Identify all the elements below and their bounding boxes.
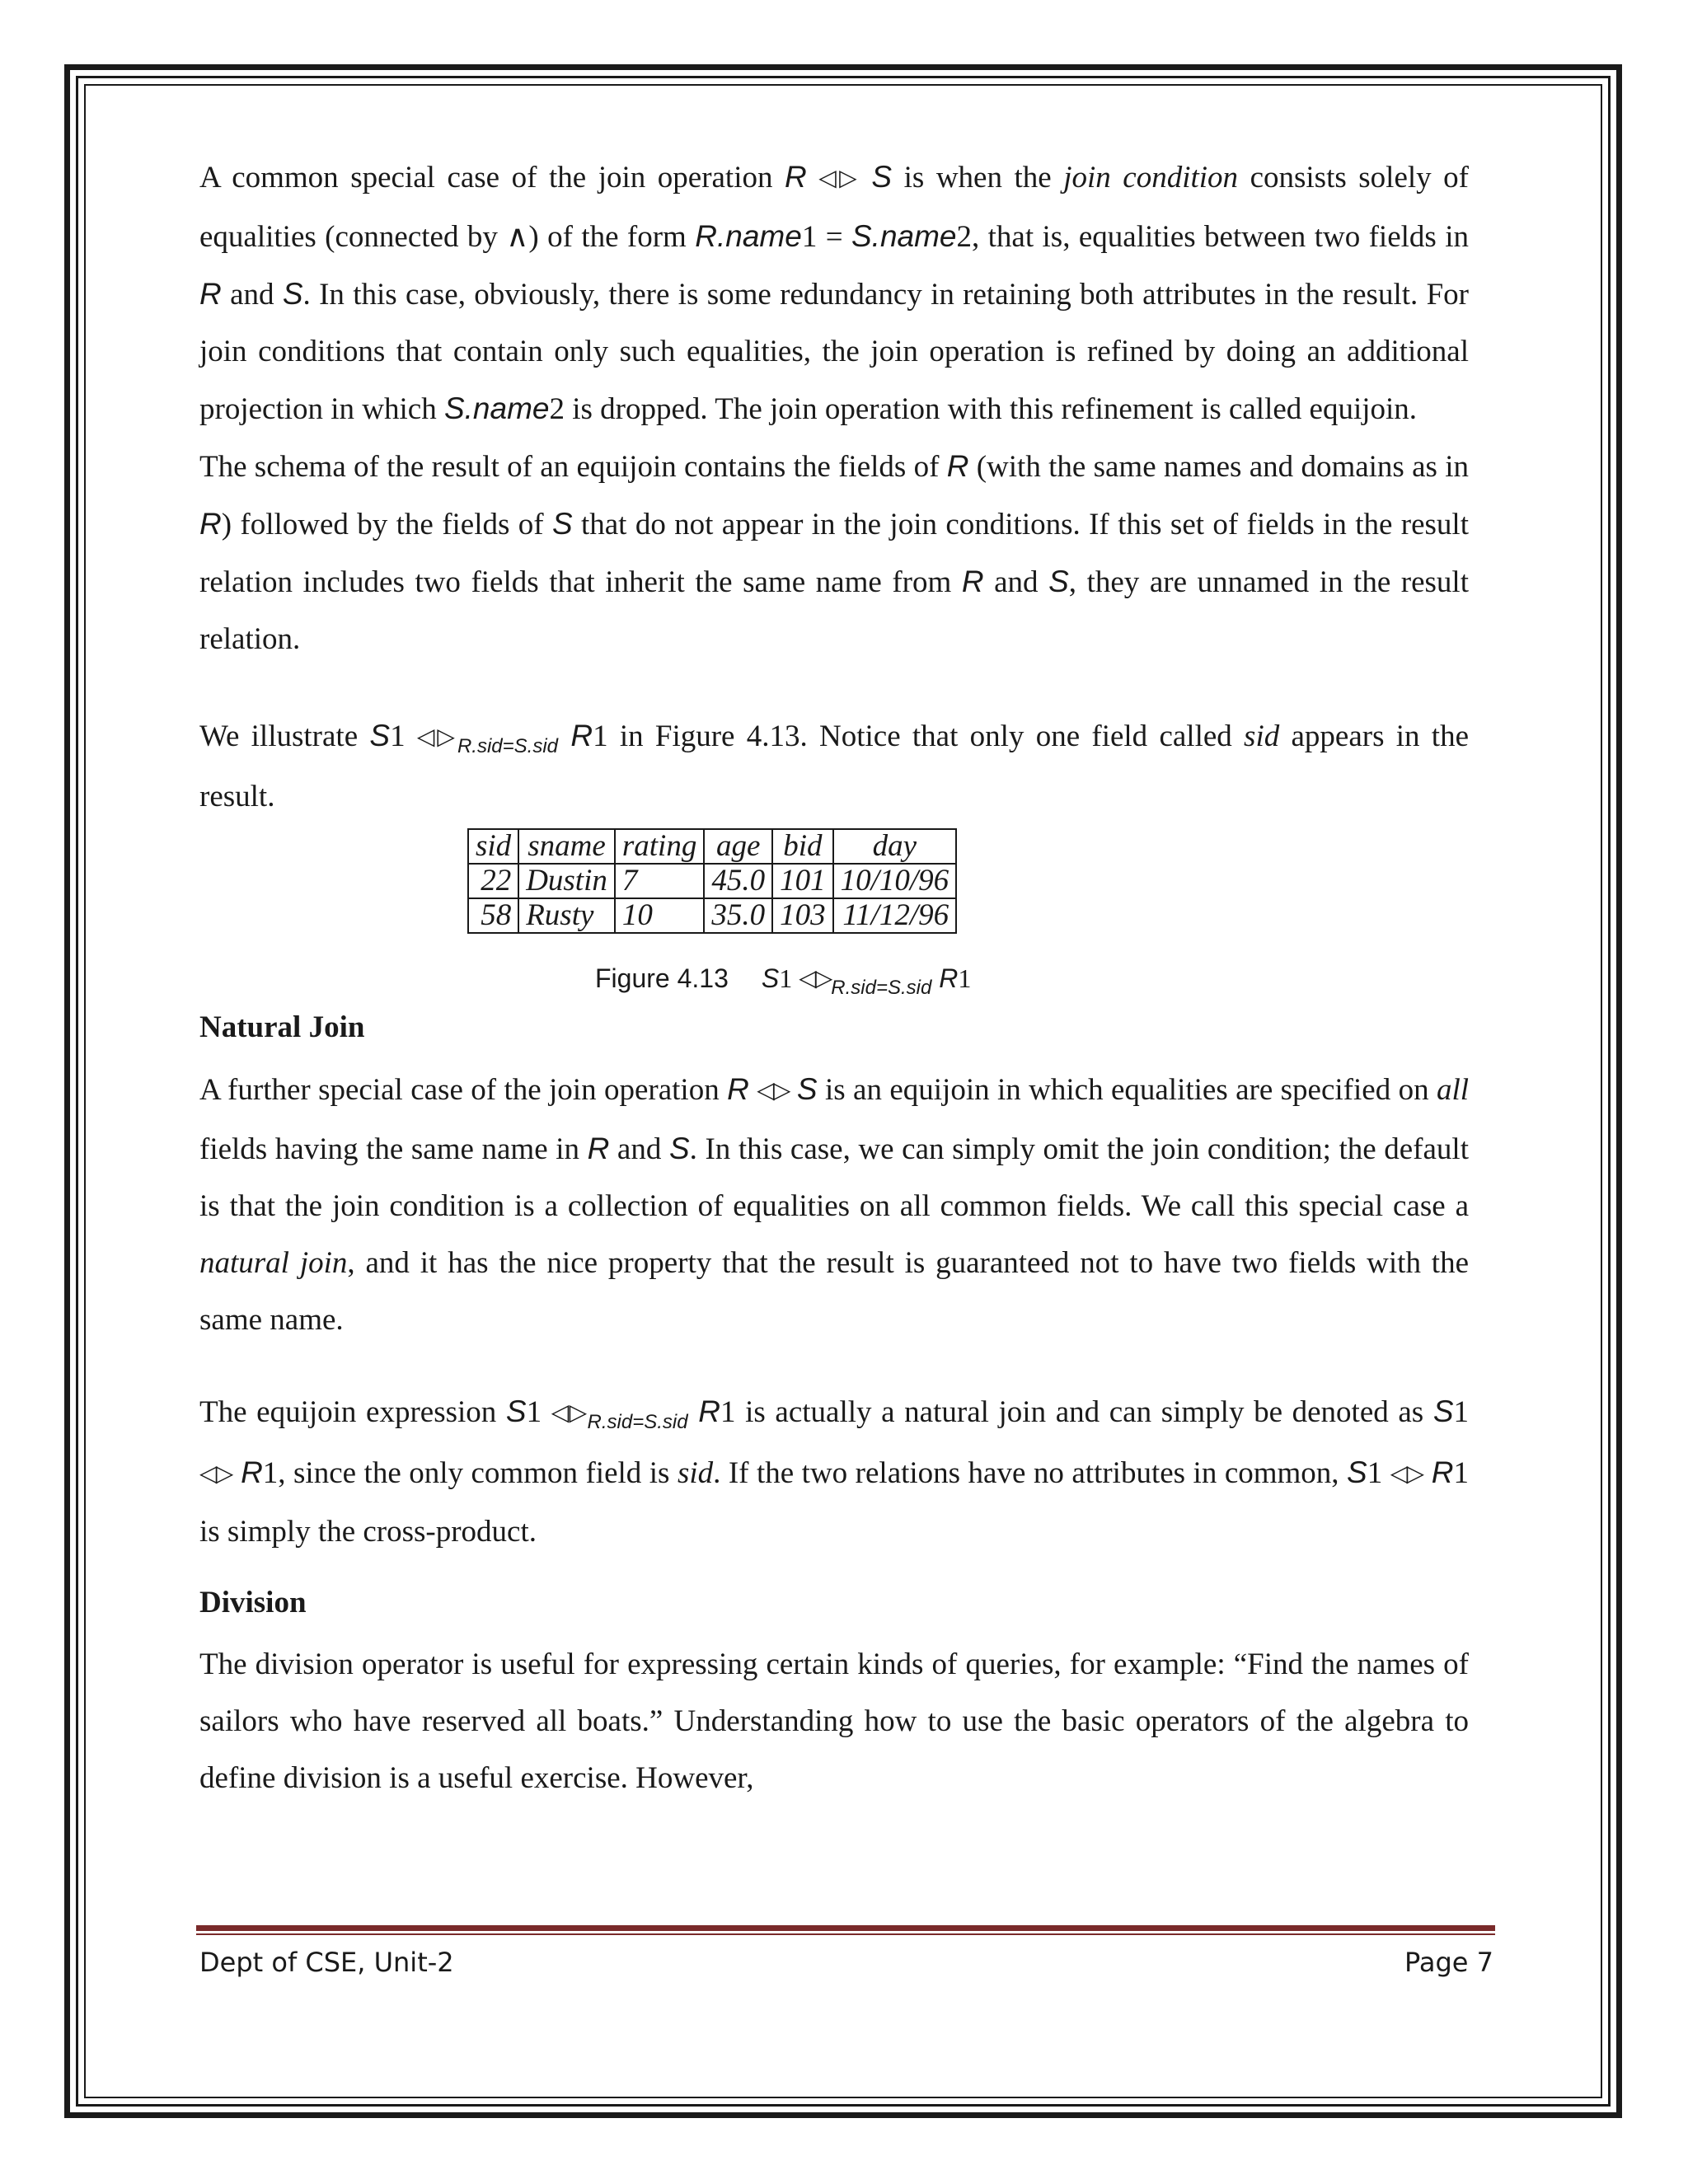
heading-division: Division [199,1586,307,1619]
figure-4-13-table-wrap [467,828,1469,934]
paragraph-natural-join: A further special case of the join operation R ◁▷ S is an equijoin in which equalities are specified on all fields having the same name in R and S. In this case, we can simply omit the join condition; the default is that the join condition is a collection of equalities on all common fields. We call this special case a natural join, and it has the nice property that the result is guaranteed not to have two fields with the same name. [199,1072,1470,1337]
paragraph-illustrate: We illustrate S1 $◁▷_{R.sid=S.sid}$ R1 in Figure 4.13. Notice that only one field called sid appears in the result. [199,719,1470,813]
table-cell: 11/12/96 [833,898,957,933]
table-row [468,898,956,933]
figure-4-13-table [467,828,957,934]
footer-department: Dept of CSE, Unit-2 [199,1947,454,1978]
table-header-row [468,829,956,864]
table-cell: 22 [468,864,518,898]
paragraph-equijoin-natural: The equijoin expression S1 $◁▷_{R.sid=S.sid}$ R1 is actually a natural join and can simply be denoted as S1 ◁▷ R1, since the only common field is sid. If the two relations have no attributes in common, S1 ◁▷ R1 is simply the cross-product. [199,1394,1470,1549]
figure-4-13-caption: Figure 4.13 S1 $◁▷_{R.sid=S.sid}$ R1 [595,963,972,999]
table-cell: 101 [772,864,833,898]
heading-natural-join: Natural Join [199,1010,365,1044]
table-cell: 35.0 [704,898,772,933]
join-symbol: ◁▷ [818,164,860,191]
table-header: day [833,829,957,864]
footer-page-number: Page 7 [1404,1947,1493,1978]
table-cell: 7 [615,864,704,898]
table-cell: 58 [468,898,518,933]
table-header: bid [772,829,833,864]
footer-rule-thin [196,1933,1495,1935]
table-header: rating [615,829,704,864]
paragraph-equijoin-schema: The schema of the result of an equijoin contains the fields of R (with the same names and domains as in R) followed by the fields of S that do not appear in the join conditions. If this set of fields in the result relation includes two fields that inherit the same name from R and S, they are unnamed in the result relation. [199,449,1469,656]
paragraph-equijoin-intro: A common special case of the join operation R ◁▷ S is when the join condition consists solely of equalities (connected by ∧) of the form R.name1 = S.name2, that is, equalities between two fields in R and S. In this case, obviously, there is some redundancy in retaining both attributes in the result. For join conditions that contain only such equalities, the join operation is refined by doing an additional projection in which S.name2 is dropped. The join operation with this refinement is called equijoin. [199,160,1469,426]
table-row [468,864,956,898]
table-header: age [704,829,772,864]
table-header: sname [518,829,615,864]
page-content [199,148,1469,1807]
table-header: sid [468,829,518,864]
table-cell: Dustin [518,864,615,898]
table-cell: 10 [615,898,704,933]
table-cell: 10/10/96 [833,864,957,898]
table-cell: 45.0 [704,864,772,898]
table-cell: 103 [772,898,833,933]
table-cell: Rusty [518,898,615,933]
footer-rule [196,1925,1495,1931]
paragraph-division: The division operator is useful for expressing certain kinds of queries, for example: “Find the names of sailors who have reserved all boats.” Understanding how to use the basic operators of the algebra to define division is a useful exercise. However, [199,1647,1469,1795]
